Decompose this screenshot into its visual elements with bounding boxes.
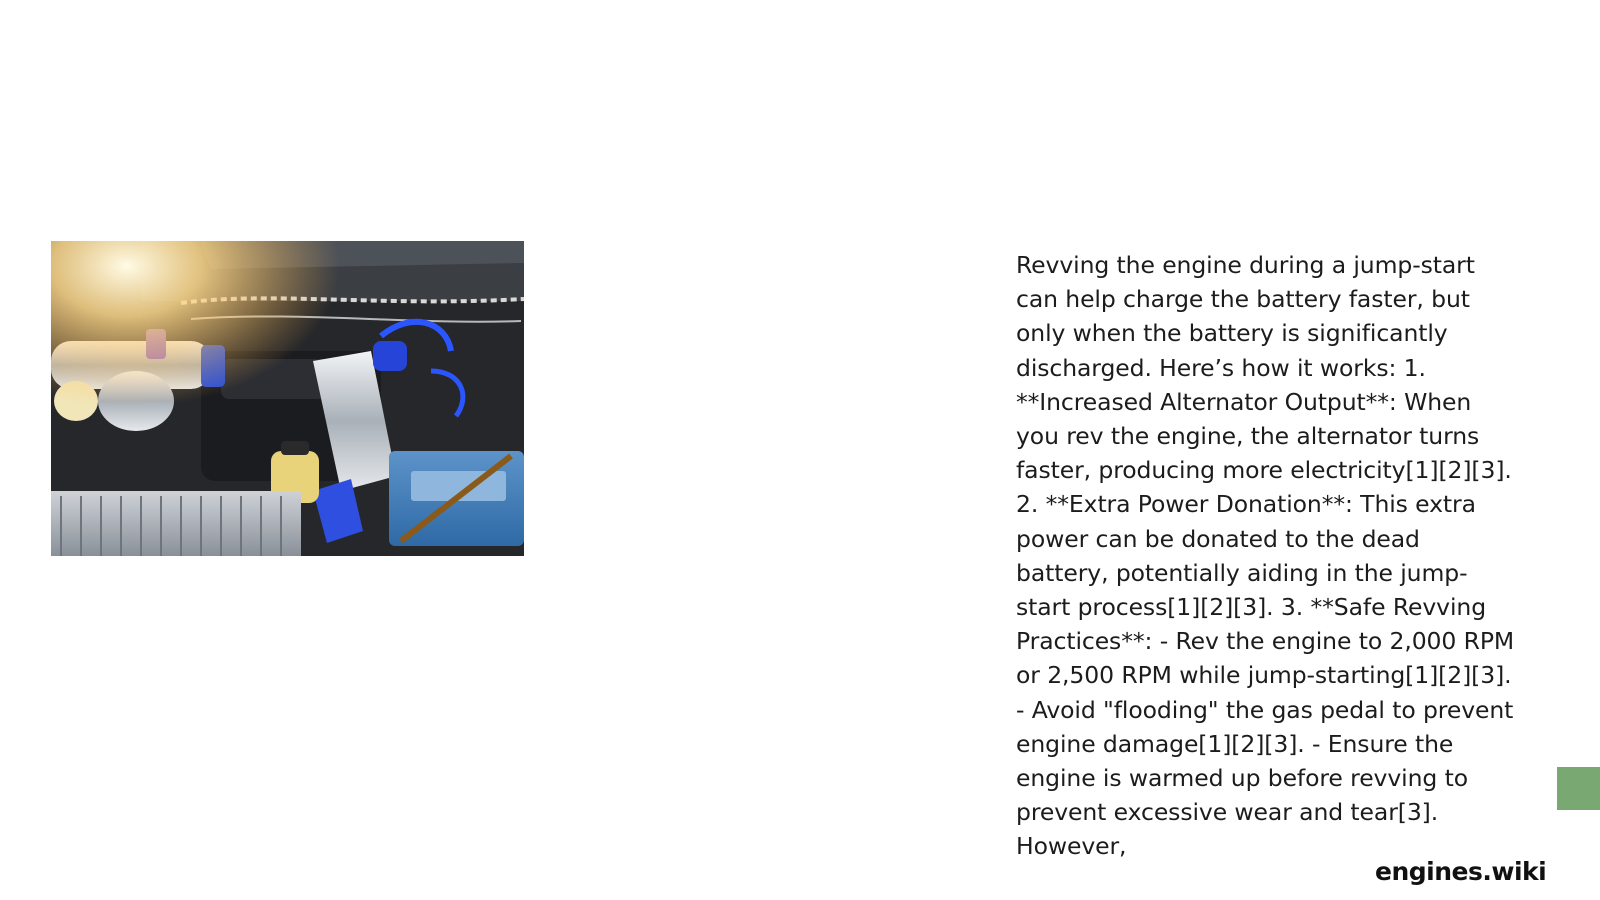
brand-wordmark: engines.wiki	[1375, 857, 1547, 886]
engine-bay-photo	[51, 241, 524, 556]
accent-block	[1557, 767, 1600, 810]
article-body-text: Revving the engine during a jump-start can help charge the battery faster, but only when the battery is significantly discharged. Here’s how it works: 1. **Increased Alternator Output**: When you rev the engine, the alternator turns faster, producing more electricity[1][2][3]. 2. **Extra Power Donation**: This extra power can be donated to the dead battery, potentially aiding in the jump-start process[1][2][3]. 3. **Safe Revving Practices**: - Rev the engine to 2,000 RPM or 2,500 RPM while jump-starting[1][2][3]. - Avoid "flooding" the gas pedal to prevent engine damage[1][2][3]. - Ensure the engine is warmed up before revving to prevent excessive wear and tear[3]. However,	[1016, 251, 1515, 861]
sun-glare	[51, 241, 524, 556]
